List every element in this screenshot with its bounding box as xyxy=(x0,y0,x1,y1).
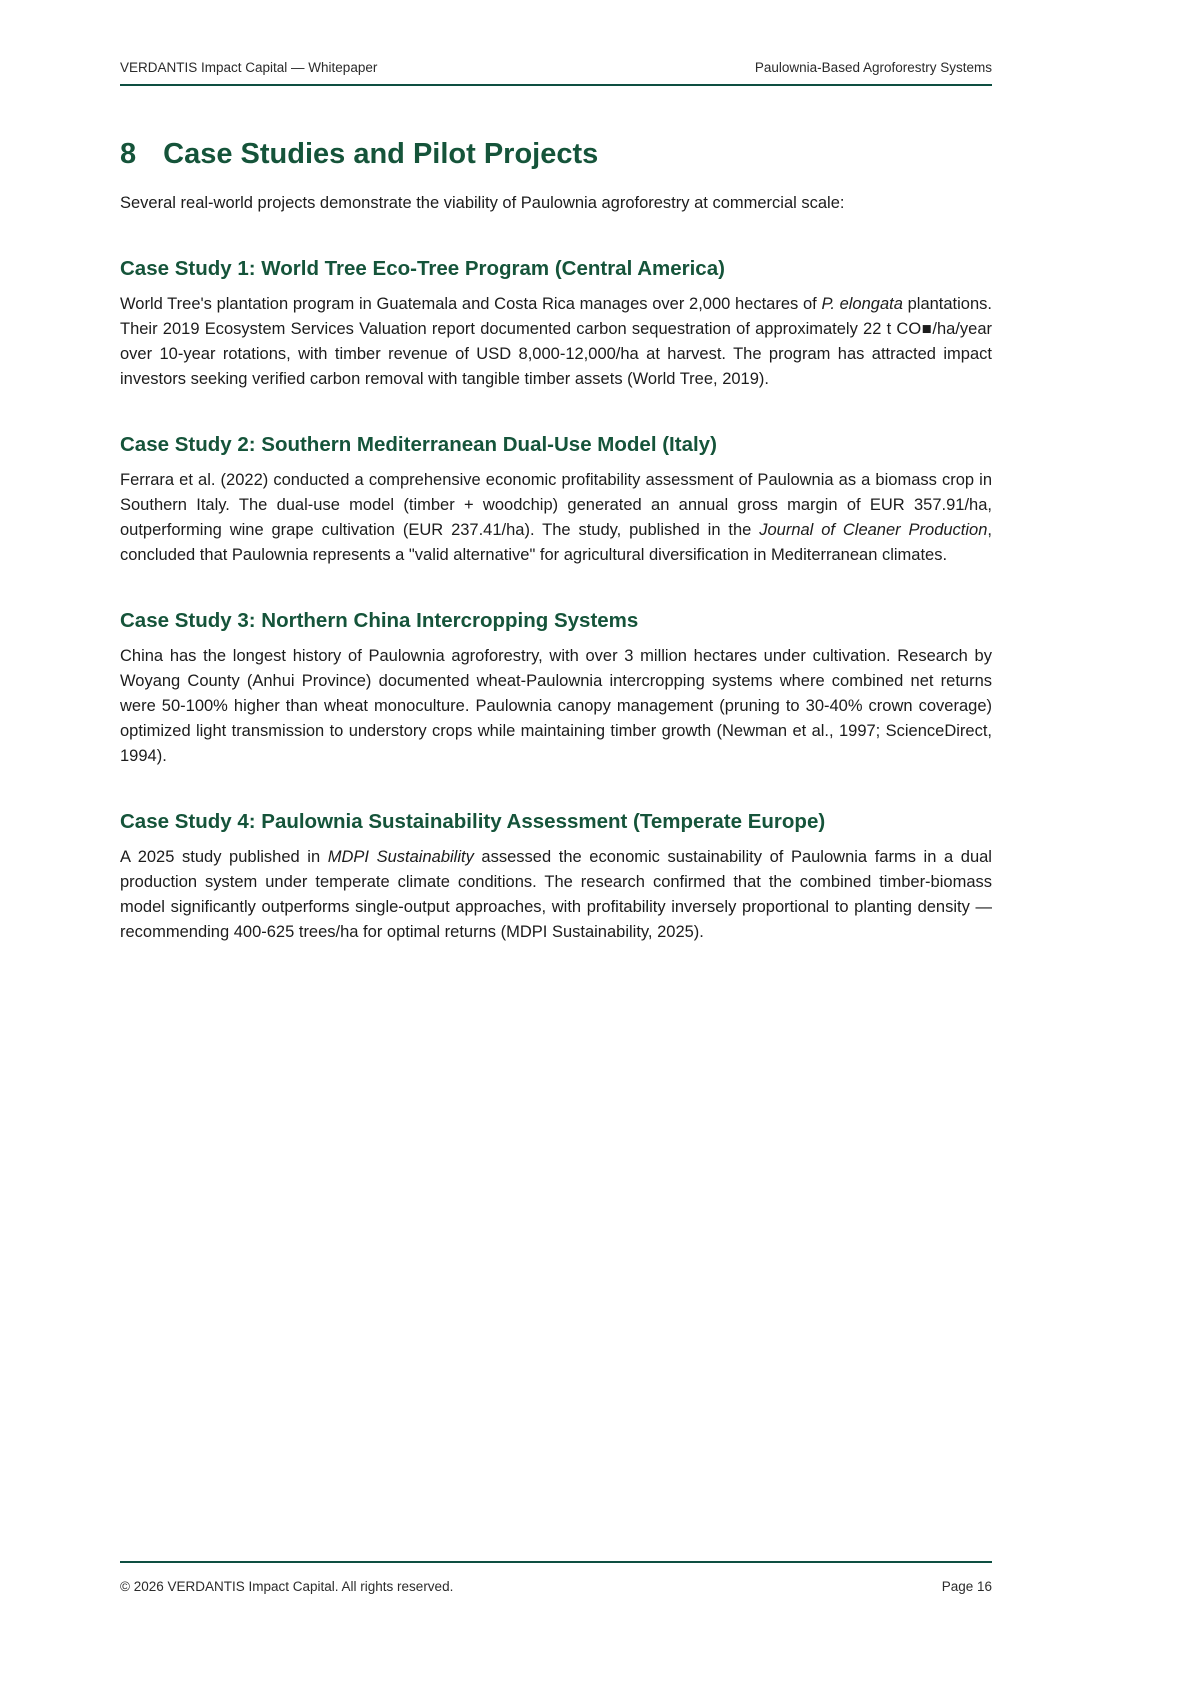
text-run: , concluded that Paulownia represents a "valid alternative" for agricultural diversification in Mediterranean climates. xyxy=(120,521,993,564)
footer-page-number: Page 16 xyxy=(941,1579,992,1594)
case-study-4-heading: Case Study 4: Paulownia Sustainability Assessment (Temperate Europe) xyxy=(120,810,826,833)
case-study-3-heading: Case Study 3: Northern China Intercropping Systems xyxy=(120,609,639,632)
case-study-2-heading: Case Study 2: Southern Mediterranean Dual-Use Model (Italy) xyxy=(120,433,717,456)
header-left-text: VERDANTIS Impact Capital — Whitepaper xyxy=(120,60,378,75)
page-content xyxy=(120,60,992,945)
case-study-4-body xyxy=(120,845,992,945)
section-title: Case Studies and Pilot Projects xyxy=(163,138,599,170)
page-header xyxy=(120,60,992,86)
intro-paragraph: Several real-world projects demonstrate the viability of Paulownia agroforestry at commercial scale: xyxy=(120,194,845,212)
text-run: World Tree's plantation program in Guatemala and Costa Rica manages over 2,000 hectares of xyxy=(120,295,822,313)
case-study-2-body xyxy=(120,468,992,568)
page-footer xyxy=(120,1561,992,1594)
case-study-1-heading: Case Study 1: World Tree Eco-Tree Program (Central America) xyxy=(120,257,725,280)
case-study-1-body xyxy=(120,292,992,392)
text-run: Ferrara et al. (2022) conducted a comprehensive economic profitability assessment of Paulownia as a biomass crop in Southern Italy. The dual-use model (timber + woodchip) generated an annual gross margin of EUR 357.91/ha, outperforming wine grape cultivation (EUR 237.41/ha). The study, published in the xyxy=(120,471,992,539)
footer-copyright: © 2026 VERDANTIS Impact Capital. All rights reserved. xyxy=(120,1579,454,1594)
text-run: China has the longest history of Paulownia agroforestry, with over 3 million hectares under cultivation. Research by Woyang County (Anhui Province) documented wheat-Paulownia intercropping systems where combined net returns were 50-100% higher than wheat monoculture. Paulownia canopy management (pruning to 30-40% crown coverage) optimized light transmission to understory crops while maintaining timber growth (Newman et al., 1997; ScienceDirect, 1994). xyxy=(120,647,992,765)
italic-text-run: MDPI Sustainability xyxy=(327,848,474,866)
case-study-3-body xyxy=(120,644,992,769)
italic-text-run: Journal of Cleaner Production xyxy=(759,521,988,539)
section-number: 8 xyxy=(120,138,137,170)
text-run: assessed the economic sustainability of Paulownia farms in a dual production system under temperate climate conditions. The research confirmed that the combined timber-biomass model significantly outperforms single-output approaches, with profitability inversely proportional to planting density — recommending 400-625 trees/ha for optimal returns (MDPI Sustainability, 2025). xyxy=(120,848,992,941)
text-run: plantations. Their 2019 Ecosystem Services Valuation report documented carbon sequestration of approximately 22 t CO■/ha/year over 10-year rotations, with timber revenue of USD 8,000-12,000/ha at harvest. The program has attracted impact investors seeking verified carbon removal with tangible timber assets (World Tree, 2019). xyxy=(120,295,992,388)
section-heading xyxy=(120,138,992,171)
header-right-text: Paulownia-Based Agroforestry Systems xyxy=(754,60,992,75)
italic-text-run: P. elongata xyxy=(821,295,903,313)
text-run: A 2025 study published in xyxy=(120,848,328,866)
